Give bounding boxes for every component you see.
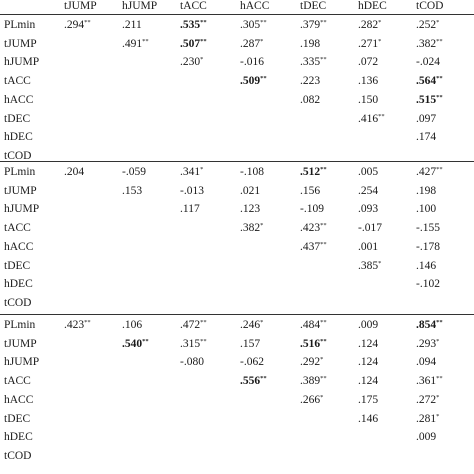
significance-mark: *: [436, 19, 440, 26]
significance-mark: **: [436, 166, 443, 173]
column-header: hJUMP: [122, 0, 158, 12]
table-cell: [358, 74, 378, 88]
significance-mark: *: [378, 19, 382, 26]
table-cell: [240, 318, 263, 332]
cell-value: .271: [358, 37, 379, 50]
cell-value: .491: [122, 37, 143, 50]
table-cell: [358, 259, 381, 273]
cell-value: -.178: [416, 240, 440, 253]
significance-mark: **: [200, 319, 207, 326]
table-cell: [180, 165, 203, 179]
cell-value: .315: [180, 337, 201, 350]
row-label: hJUMP: [4, 56, 40, 69]
cell-value: .515: [416, 93, 437, 106]
significance-mark: *: [436, 393, 440, 401]
table-cell: [300, 165, 327, 179]
table-cell: [358, 112, 385, 126]
row-label: tACC: [4, 375, 31, 388]
cell-value: .385: [358, 259, 379, 272]
cell-value: .246: [240, 319, 261, 331]
significance-mark: *: [260, 319, 264, 326]
table-cell: [416, 259, 436, 273]
table-cell: [240, 374, 267, 388]
table-cell: [300, 393, 323, 407]
cell-value: .423: [64, 319, 85, 331]
row-label: PLmin: [4, 319, 36, 331]
table-cell: [240, 37, 263, 51]
table-cell: [240, 55, 264, 69]
table-cell: [240, 184, 260, 198]
row-label: hDEC: [4, 278, 33, 291]
cell-value: .437: [300, 240, 321, 253]
table-cell: [416, 74, 443, 88]
cell-value: .266: [300, 393, 321, 406]
table-cell: [300, 184, 320, 198]
table-cell: [358, 55, 378, 69]
cell-value: .198: [300, 37, 321, 50]
row-label: PLmin: [4, 19, 36, 31]
cell-value: .252: [416, 19, 437, 31]
table-cell: [300, 18, 327, 32]
cell-value: .082: [300, 93, 321, 106]
table-cell: [300, 93, 320, 107]
table-cell: [416, 240, 440, 254]
significance-mark: **: [200, 337, 207, 345]
table-cell: [300, 318, 327, 332]
cell-value: .093: [358, 203, 379, 216]
cell-value: -.024: [416, 56, 440, 69]
table-cell: [416, 184, 436, 198]
table-cell: [358, 240, 378, 254]
cell-value: .198: [416, 184, 437, 197]
row-label: tACC: [4, 75, 31, 88]
column-header: tACC: [180, 0, 207, 12]
significance-mark: **: [142, 37, 149, 45]
table-cell: [122, 337, 149, 351]
table-cell: [358, 355, 378, 369]
table-cell: [416, 202, 436, 216]
table-cell: [300, 74, 320, 88]
significance-mark: **: [436, 75, 443, 83]
significance-mark: **: [436, 37, 443, 45]
cell-value: .509: [240, 75, 261, 88]
significance-mark: **: [436, 93, 443, 101]
table-cell: [416, 412, 439, 426]
cell-value: -.102: [416, 278, 440, 291]
cell-value: .564: [416, 75, 437, 88]
table-cell: [416, 337, 439, 351]
table-cell: [300, 337, 327, 351]
table-cell: [416, 318, 443, 332]
cell-value: .100: [416, 203, 437, 216]
significance-mark: *: [200, 166, 204, 173]
cell-value: .005: [358, 166, 379, 178]
cell-value: -.016: [240, 56, 264, 69]
cell-value: .072: [358, 56, 379, 69]
row-label: hACC: [4, 393, 34, 406]
table-cell: [416, 112, 436, 126]
row-label: hDEC: [4, 131, 33, 144]
column-header: tCOD: [416, 0, 444, 12]
significance-mark: **: [320, 375, 327, 383]
significance-mark: **: [260, 19, 267, 26]
table-cell: [122, 37, 149, 51]
cell-value: .009: [416, 431, 437, 444]
table-cell: [180, 18, 207, 32]
significance-mark: *: [436, 337, 440, 345]
cell-value: .507: [180, 37, 201, 50]
table-cell: [300, 355, 323, 369]
significance-mark: **: [320, 166, 327, 173]
table-cell: [122, 318, 142, 332]
row-label: hJUMP: [4, 203, 40, 216]
significance-mark: **: [320, 319, 327, 326]
table-cell: [358, 393, 378, 407]
table-cell: [416, 374, 443, 388]
table-cell: [358, 37, 381, 51]
table-cell: [240, 18, 267, 32]
table-cell: [358, 374, 378, 388]
cell-value: .293: [416, 337, 437, 350]
table-cell: [180, 355, 204, 369]
cell-value: .001: [358, 240, 379, 253]
table-cell: [416, 277, 440, 291]
table-cell: [416, 355, 436, 369]
cell-value: -.017: [358, 222, 382, 235]
significance-mark: **: [200, 37, 207, 45]
column-header: tJUMP: [64, 0, 97, 12]
table-cell: [300, 221, 327, 235]
row-label: tDEC: [4, 259, 31, 272]
cell-value: .223: [300, 75, 321, 88]
cell-value: -.062: [240, 356, 264, 369]
table-cell: [180, 337, 207, 351]
table-cell: [240, 355, 264, 369]
table-cell: [358, 165, 378, 179]
cell-value: .423: [300, 222, 321, 235]
cell-value: .009: [358, 319, 379, 331]
cell-value: .094: [416, 356, 437, 369]
row-label: PLmin: [4, 166, 36, 178]
row-label: tJUMP: [4, 184, 37, 197]
cell-value: .136: [358, 75, 379, 88]
table-cell: [300, 240, 327, 254]
table-cell: [358, 221, 382, 235]
significance-mark: **: [84, 319, 91, 326]
cell-value: .204: [64, 166, 85, 178]
significance-mark: **: [436, 375, 443, 383]
row-label: tDEC: [4, 112, 31, 125]
cell-value: .211: [122, 19, 142, 31]
row-label: tJUMP: [4, 337, 37, 350]
significance-mark: **: [320, 56, 327, 64]
cell-value: .123: [240, 203, 261, 216]
cell-value: .230: [180, 56, 201, 69]
table-cell: [358, 337, 378, 351]
row-label: tCOD: [4, 149, 32, 162]
table-cell: [122, 165, 146, 179]
cell-value: .361: [416, 375, 437, 388]
significance-mark: **: [142, 337, 149, 345]
cell-value: -.080: [180, 356, 204, 369]
table-cell: [300, 55, 327, 69]
cell-value: .272: [416, 393, 437, 406]
significance-mark: *: [378, 259, 382, 267]
cell-value: .416: [358, 112, 379, 125]
cell-value: .472: [180, 319, 201, 331]
table-cell: [240, 74, 267, 88]
table-rule: [0, 161, 474, 162]
row-label: hDEC: [4, 431, 33, 444]
table-cell: [416, 37, 443, 51]
table-cell: [64, 18, 91, 32]
cell-value: .389: [300, 375, 321, 388]
table-cell: [300, 202, 324, 216]
table-cell: [416, 18, 439, 32]
significance-mark: *: [436, 412, 440, 420]
cell-value: -.109: [300, 203, 324, 216]
table-cell: [416, 55, 440, 69]
significance-mark: **: [320, 337, 327, 345]
table-cell: [180, 55, 203, 69]
table-cell: [180, 184, 204, 198]
cell-value: .556: [240, 375, 261, 388]
cell-value: .124: [358, 337, 379, 350]
table-cell: [358, 318, 378, 332]
table-cell: [358, 202, 378, 216]
row-label: tACC: [4, 222, 31, 235]
row-label: tJUMP: [4, 37, 37, 50]
cell-value: .153: [122, 184, 143, 197]
cell-value: -.013: [180, 184, 204, 197]
table-cell: [180, 318, 207, 332]
cell-value: .512: [300, 166, 321, 178]
row-label: tCOD: [4, 449, 32, 462]
cell-value: -.108: [240, 166, 264, 178]
table-cell: [180, 202, 200, 216]
significance-mark: **: [260, 75, 267, 83]
cell-value: .305: [240, 19, 261, 31]
table-cell: [416, 93, 443, 107]
table-cell: [64, 165, 84, 179]
cell-value: .281: [416, 412, 437, 425]
significance-mark: *: [320, 356, 324, 364]
column-header: tDEC: [300, 0, 327, 12]
cell-value: .341: [180, 166, 201, 178]
significance-mark: *: [260, 37, 264, 45]
table-cell: [240, 165, 264, 179]
cell-value: .157: [240, 337, 261, 350]
cell-value: .427: [416, 166, 437, 178]
row-label: tCOD: [4, 296, 32, 309]
significance-mark: **: [436, 319, 443, 326]
table-cell: [64, 318, 91, 332]
table-cell: [300, 37, 320, 51]
row-label: hJUMP: [4, 356, 40, 369]
table-cell: [358, 18, 381, 32]
cell-value: .124: [358, 375, 379, 388]
significance-mark: **: [320, 240, 327, 248]
cell-value: .292: [300, 356, 321, 369]
cell-value: .382: [240, 222, 261, 235]
column-header: hDEC: [358, 0, 387, 12]
cell-value: .124: [358, 356, 379, 369]
row-label: tDEC: [4, 412, 31, 425]
cell-value: .106: [122, 319, 143, 331]
cell-value: -.059: [122, 166, 146, 178]
table-cell: [180, 37, 207, 51]
significance-mark: *: [378, 37, 382, 45]
cell-value: .294: [64, 19, 85, 31]
table-cell: [416, 221, 440, 235]
cell-value: .254: [358, 184, 379, 197]
table-cell: [240, 202, 260, 216]
table-rule: [0, 314, 474, 315]
table-rule: [0, 14, 474, 15]
cell-value: .146: [416, 259, 437, 272]
cell-value: .516: [300, 337, 321, 350]
significance-mark: **: [320, 222, 327, 230]
table-cell: [416, 430, 436, 444]
table-cell: [122, 18, 142, 32]
table-cell: [416, 393, 439, 407]
cell-value: .382: [416, 37, 437, 50]
cell-value: .379: [300, 19, 321, 31]
cell-value: .097: [416, 112, 437, 125]
row-label: hACC: [4, 93, 34, 106]
table-cell: [358, 184, 378, 198]
cell-value: .484: [300, 319, 321, 331]
significance-mark: *: [200, 56, 204, 64]
cell-value: .175: [358, 393, 379, 406]
cell-value: .335: [300, 56, 321, 69]
row-label: hACC: [4, 240, 34, 253]
cell-value: .146: [358, 412, 379, 425]
significance-mark: **: [320, 19, 327, 26]
table-cell: [240, 337, 260, 351]
table-cell: [122, 184, 142, 198]
table-cell: [240, 221, 263, 235]
cell-value: .540: [122, 337, 143, 350]
cell-value: .535: [180, 19, 201, 31]
table-cell: [300, 374, 327, 388]
cell-value: .117: [180, 203, 200, 216]
cell-value: .150: [358, 93, 379, 106]
cell-value: .156: [300, 184, 321, 197]
significance-mark: **: [378, 112, 385, 120]
table-cell: [416, 130, 436, 144]
cell-value: .287: [240, 37, 261, 50]
table-cell: [416, 165, 443, 179]
significance-mark: *: [320, 393, 324, 401]
cell-value: .854: [416, 319, 437, 331]
cell-value: .174: [416, 131, 437, 144]
cell-value: .282: [358, 19, 379, 31]
significance-mark: *: [260, 222, 264, 230]
table-cell: [358, 412, 378, 426]
significance-mark: **: [200, 19, 207, 26]
significance-mark: **: [260, 375, 267, 383]
column-header: hACC: [240, 0, 270, 12]
table-cell: [358, 93, 378, 107]
cell-value: .021: [240, 184, 261, 197]
significance-mark: **: [84, 19, 91, 26]
cell-value: -.155: [416, 222, 440, 235]
